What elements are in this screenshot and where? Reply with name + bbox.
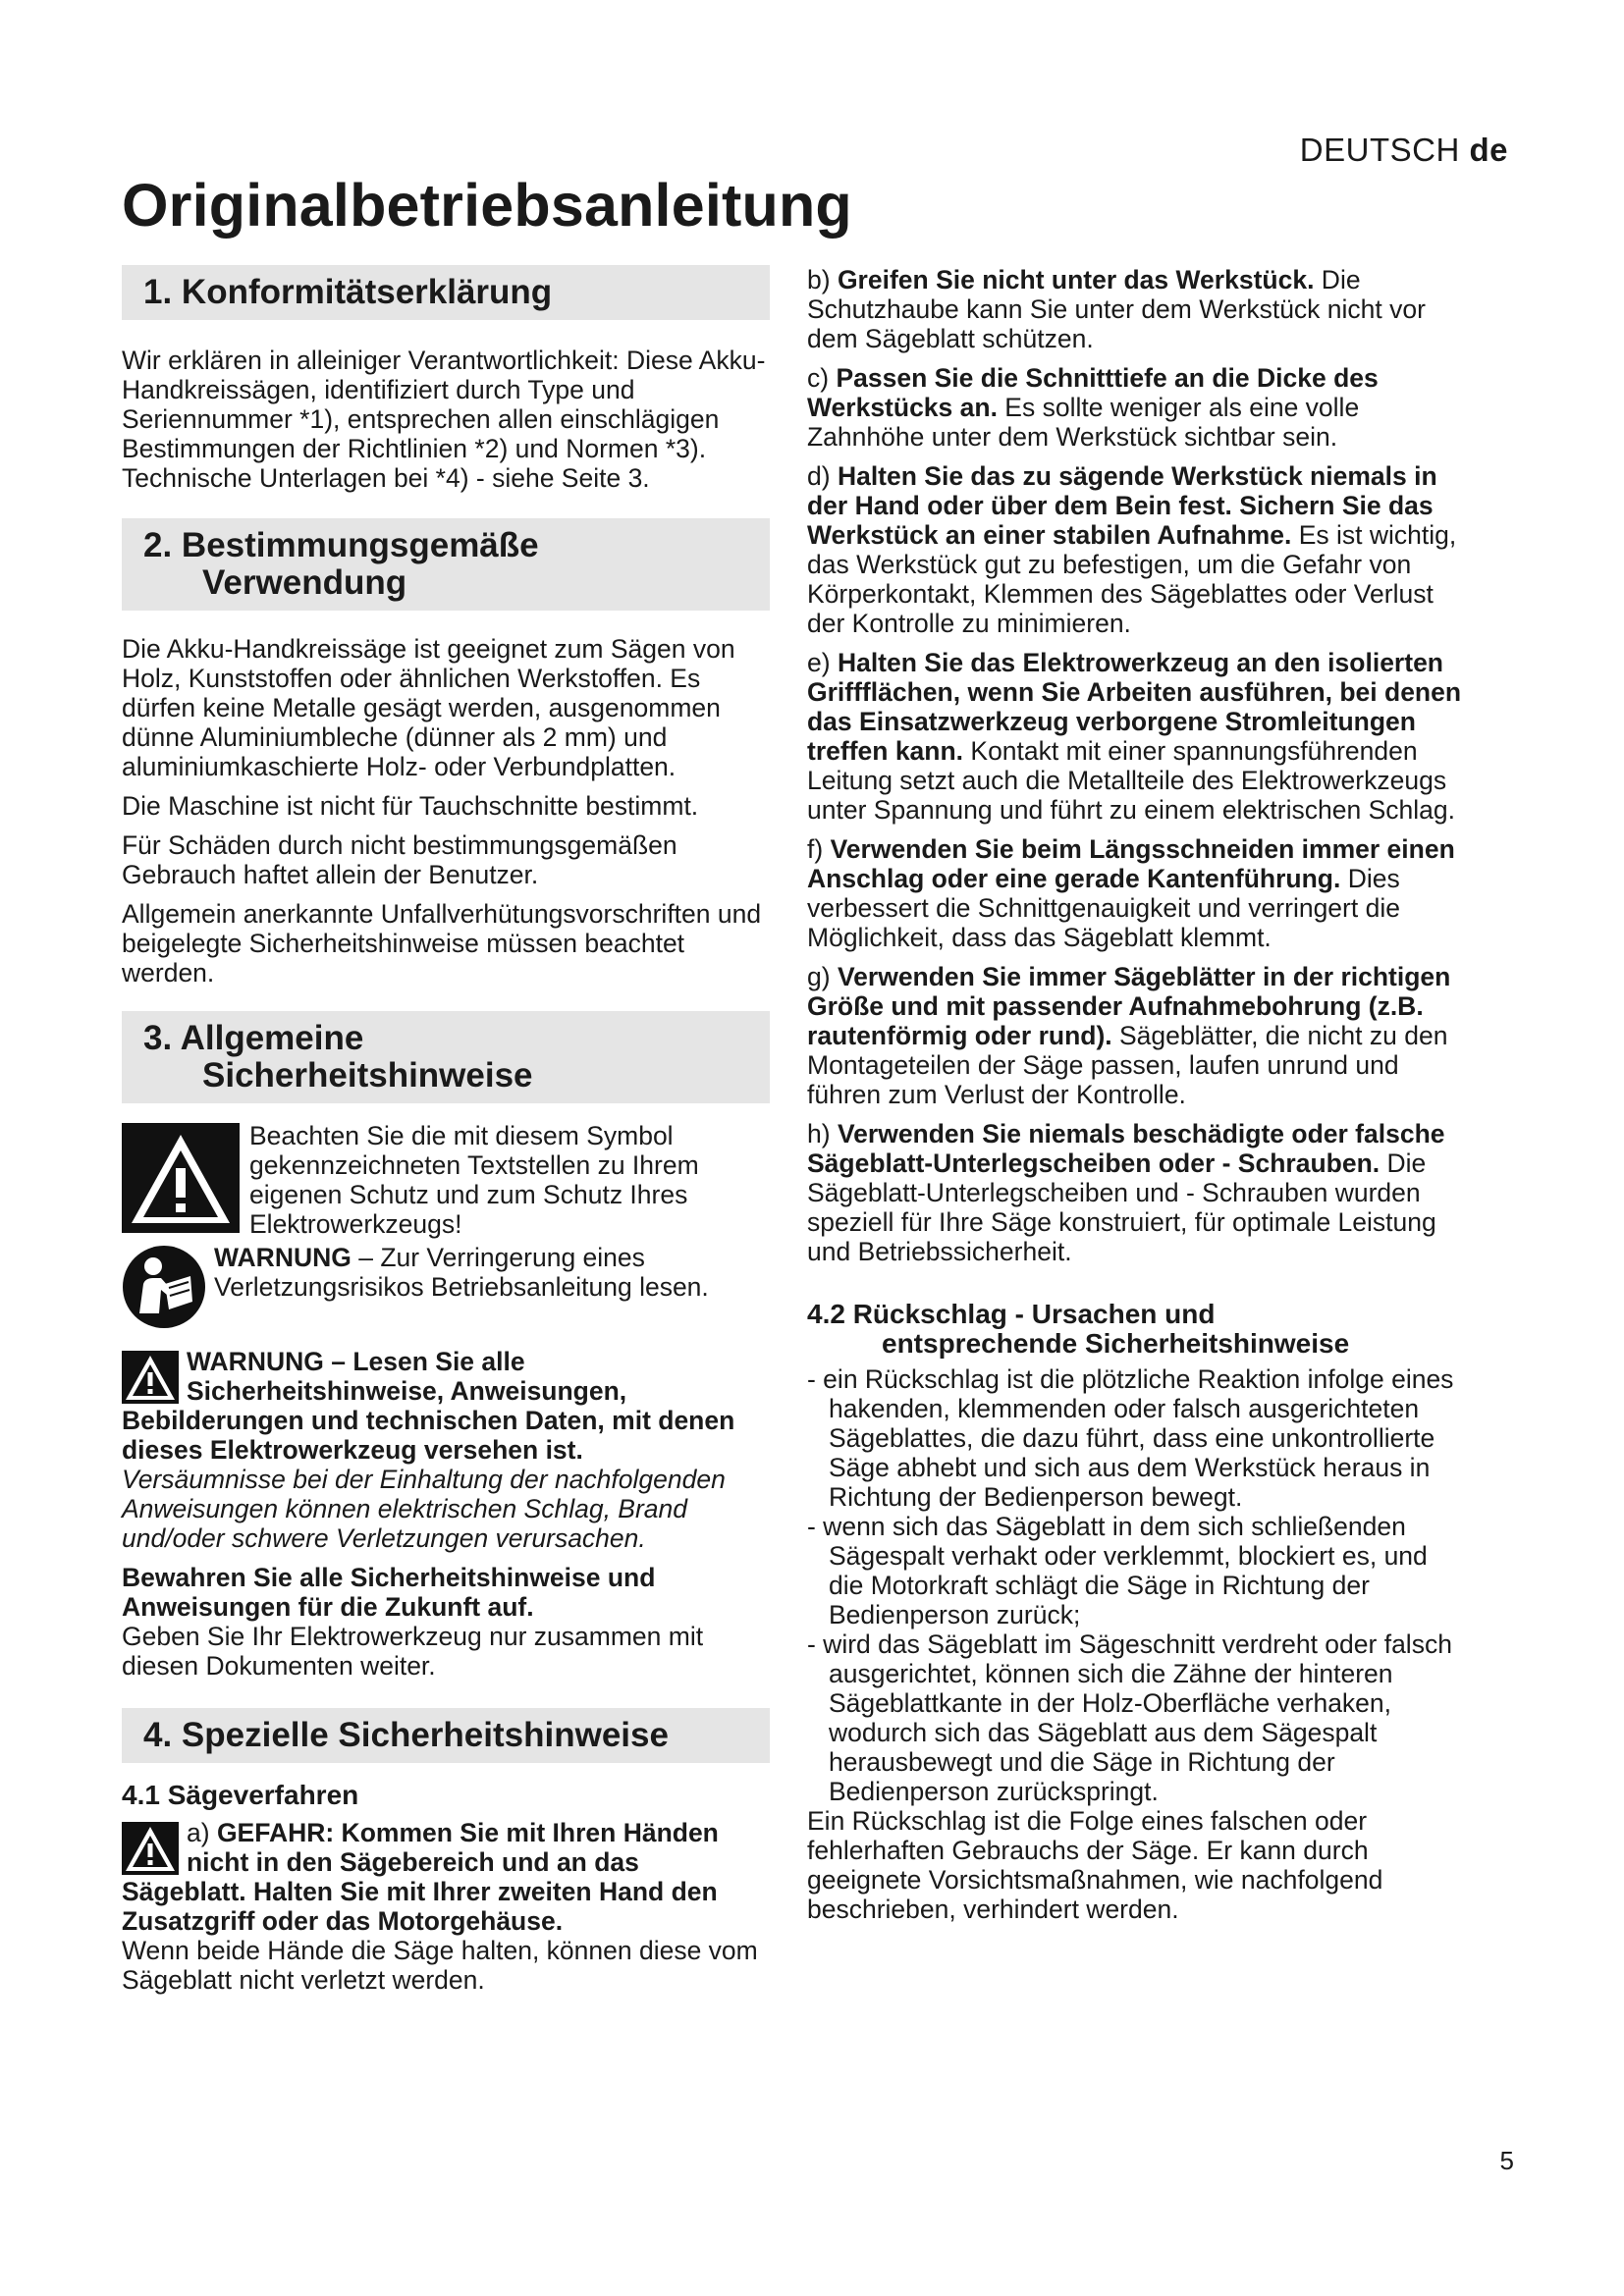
read-manual-warning-text: – Zur Verringerung eines Verletzungsrisikos Betriebsanleitung lesen. — [214, 1243, 709, 1302]
page-number: 5 — [1499, 2146, 1514, 2175]
rule-c-text: Es sollte weniger als eine volle Zahnhöhe unter dem Werkstück sichtbar sein. — [807, 393, 1360, 452]
rule-h-prefix: h) — [807, 1119, 838, 1148]
warning-all-bold: WARNUNG – Lesen Sie alle Sicherheitshinweise, Anweisungen, Bebilderungen und technischen Daten, mit denen dieses Elektrowerkzeug versehen ist. — [122, 1347, 735, 1465]
rule-c — [807, 363, 1467, 452]
rule-e — [807, 648, 1467, 825]
rule-a-prefix: a) — [187, 1818, 217, 1847]
section-2-heading-line1: 2. Bestimmungsgemäße — [143, 526, 539, 564]
right-column — [807, 265, 1467, 1924]
symbol-note-text: Beachten Sie die mit diesem Symbol gekennzeichneten Textstellen zu Ihrem eigenen Schutz und zum Schutz Ihres Elektrowerkzeugs! — [249, 1121, 699, 1239]
warning-all-instructions — [122, 1347, 770, 1465]
read-manual-text — [214, 1243, 770, 1302]
language-name: DEUTSCH — [1299, 132, 1460, 168]
section-2-heading — [122, 518, 770, 611]
section-2-para-2: Die Maschine ist nicht für Tauchschnitte bestimmt. — [122, 791, 699, 821]
section-4-heading: 4. Spezielle Sicherheitshinweise — [122, 1708, 770, 1763]
section-1-body: Wir erklären in alleiniger Verantwortlichkeit: Diese Akku-Handkreissägen, identifiziert durch Type und Seriennummer *1), entsprechen allen einschlägigen Bestimmungen der Richtlinien *2) und Normen *3). Technische Unterlagen bei *4) - siehe Seite 3. — [122, 346, 766, 493]
list-item: - ein Rückschlag ist die plötzliche Reaktion infolge eines hakenden, klemmenden oder falsch ausgerichteten Sägeblattes, die dazu führt, dass eine unkontrollierte Säge abhebt und sich aus dem Werkstück heraus in Richtung der Bedienperson bewegt. — [807, 1364, 1454, 1512]
warning-all-italic: Versäumnisse bei der Einhaltung der nachfolgenden Anweisungen können elektrischen Schlag, Brand und/oder schwere Verletzungen verursachen. — [122, 1465, 726, 1553]
section-2-para-1: Die Akku-Handkreissäge ist geeignet zum Sägen von Holz, Kunststoffen oder ähnlichen Werkstoffen. Es dürfen keine Metalle gesägt werden, ausgenommen dünne Aluminiumbleche (dünner als 2 mm) und aluminiumkaschierte Holz- oder Verbundplatten. — [122, 634, 735, 781]
keep-instructions-bold — [122, 1563, 770, 1622]
rule-b-text: Die Schutzhaube kann Sie unter dem Werkstück nicht vor dem Sägeblatt schützen. — [807, 265, 1426, 353]
rule-a-bold: GEFAHR: Kommen Sie mit Ihren Händen nicht in den Sägebereich und an das Sägeblatt. Halten Sie mit Ihrer zweiten Hand den Zusatzgriff oder das Motorgehäuse. — [122, 1818, 719, 1936]
read-manual-warning-label: WARNUNG — [214, 1243, 352, 1272]
rule-b-prefix: b) — [807, 265, 838, 294]
section-3-heading-line1: 3. Allgemeine — [143, 1019, 364, 1057]
keep-instructions-text: Geben Sie Ihr Elektrowerkzeug nur zusammen mit diesen Dokumenten weiter. — [122, 1622, 704, 1681]
section-2-heading-line2: Verwendung — [202, 563, 407, 602]
subsection-4-1-heading: 4.1 Sägeverfahren — [122, 1780, 359, 1810]
rule-d-text: Es ist wichtig, das Werkstück gut zu befestigen, um die Gefahr von Körperkontakt, Klemmen des Sägeblattes oder Verlust der Kontrolle zu minimieren. — [807, 520, 1457, 638]
rule-a-text: Wenn beide Hände die Säge halten, können diese vom Sägeblatt nicht verletzt werden. — [122, 1936, 758, 1995]
rule-g — [807, 962, 1467, 1109]
left-column — [122, 265, 770, 1995]
section-2-para-4: Allgemein anerkannte Unfallverhütungsvorschriften und beigelegte Sicherheitshinweise müssen beachtet werden. — [122, 899, 762, 988]
rule-d-prefix: d) — [807, 461, 838, 491]
rule-e-bold: Halten Sie das Elektrowerkzeug an den isolierten Griffflächen, wenn Sie Arbeiten ausführen, bei denen das Einsatzwerkzeug verborgene Stromleitungen treffen kann. — [807, 648, 1462, 766]
page-title: Originalbetriebsanleitung — [122, 172, 852, 239]
rule-h-text: Die Sägeblatt-Unterlegscheiben und - Schrauben wurden speziell für Ihre Säge konstruiert, für optimale Leistung und Betriebssicherheit. — [807, 1148, 1436, 1266]
rule-f — [807, 834, 1467, 952]
symbol-note-row — [122, 1121, 770, 1239]
rule-e-text: Kontakt mit einer spannungsführenden Leitung setzt auch die Metallteile des Elektrowerkzeugs unter Spannung und führt zu einem elektrischen Schlag. — [807, 736, 1455, 825]
rule-h — [807, 1119, 1467, 1266]
rule-e-prefix: e) — [807, 648, 838, 677]
kickback-causes-list — [807, 1364, 1467, 1806]
language-code: de — [1469, 132, 1508, 168]
read-manual-icon — [122, 1245, 206, 1329]
rule-a — [122, 1818, 770, 1936]
rule-b-bold: Greifen Sie nicht unter das Werkstück. — [837, 265, 1315, 294]
danger-triangle-icon — [122, 1822, 179, 1875]
rule-f-bold: Verwenden Sie beim Längsschneiden immer einen Anschlag oder eine gerade Kantenführung. — [807, 834, 1455, 893]
language-label — [1300, 132, 1508, 169]
subsection-4-2-heading — [807, 1300, 1467, 1359]
section-3-heading-line2: Sicherheitshinweise — [202, 1056, 533, 1095]
section-1-heading: 1. Konformitätserklärung — [122, 265, 770, 320]
rule-g-text: Sägeblätter, die nicht zu den Montageteilen der Säge passen, laufen unrund und führen zum Verlust der Kontrolle. — [807, 1021, 1448, 1109]
subsection-4-2-heading-line2: entsprechende Sicherheitshinweise — [882, 1328, 1350, 1359]
rule-f-prefix: f) — [807, 834, 831, 864]
rule-c-bold: Passen Sie die Schnitttiefe an die Dicke des Werkstücks an. — [807, 363, 1379, 422]
rule-c-prefix: c) — [807, 363, 837, 393]
list-item: - wenn sich das Sägeblatt in dem sich schließenden Sägespalt verhakt oder verklemmt, blockiert es, und die Motorkraft schlägt die Säge in Richtung der Bedienperson zurück; — [807, 1512, 1428, 1629]
rule-d — [807, 461, 1467, 638]
read-manual-row — [122, 1243, 770, 1329]
warning-small-triangle-icon — [122, 1351, 179, 1404]
rule-f-text: Dies verbessert die Schnittgenauigkeit und verringert die Möglichkeit, dass das Sägeblatt klemmt. — [807, 864, 1400, 952]
section-2-para-3: Für Schäden durch nicht bestimmungsgemäßen Gebrauch haftet allein der Benutzer. — [122, 830, 677, 889]
rule-g-bold: Verwenden Sie immer Sägeblätter in der richtigen Größe und mit passender Aufnahmebohrung (z.B. rautenförmig oder rund). — [807, 962, 1451, 1050]
kickback-summary: Ein Rückschlag ist die Folge eines falschen oder fehlerhaften Gebrauchs der Säge. Er kann durch geeignete Vorsichtsmaßnahmen, wie nachfolgend beschrieben, verhindert werden. — [807, 1806, 1383, 1924]
subsection-4-2-heading-line1: 4.2 Rückschlag - Ursachen und — [807, 1299, 1216, 1329]
section-3-heading — [122, 1011, 770, 1103]
warning-triangle-icon — [122, 1123, 240, 1233]
rule-g-prefix: g) — [807, 962, 838, 991]
list-item: - wird das Sägeblatt im Sägeschnitt verdreht oder falsch ausgerichtet, können sich die Zähne der hinteren Sägeblattkante in der Holz-Oberfläche verhaken, wodurch sich das Sägeblatt aus dem Sägespalt herausbewegt und die Säge in Richtung der Bedienperson zurückspringt. — [807, 1629, 1452, 1806]
rule-b — [807, 265, 1467, 353]
keep-bold-text: Bewahren Sie alle Sicherheitshinweise und Anweisungen für die Zukunft auf. — [122, 1563, 656, 1622]
rule-h-bold: Verwenden Sie niemals beschädigte oder falsche Sägeblatt-Unterlegscheiben oder - Schrauben. — [807, 1119, 1445, 1178]
rule-d-bold: Halten Sie das zu sägende Werkstück niemals in der Hand oder über dem Bein fest. Sichern Sie das Werkstück an einer stabilen Aufnahme. — [807, 461, 1437, 550]
